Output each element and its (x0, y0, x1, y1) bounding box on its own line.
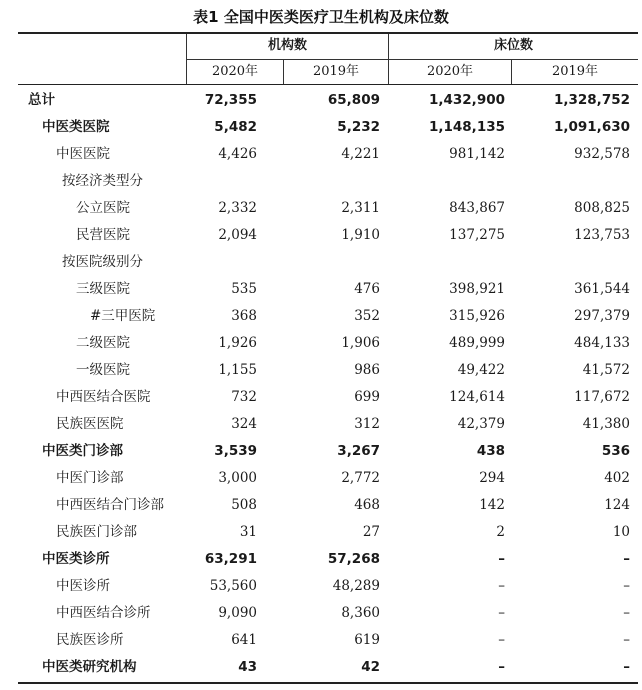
row-value: 398,921 (449, 281, 505, 297)
table-row (0, 114, 642, 141)
row-label: 按经济类型分 (62, 173, 143, 189)
table-row (0, 87, 642, 114)
table-row (0, 303, 642, 330)
row-value: 1,328,752 (553, 92, 630, 108)
row-value: – (623, 605, 630, 621)
table-row (0, 438, 642, 465)
row-value: 315,926 (449, 308, 505, 324)
table-row (0, 357, 642, 384)
row-label: 民族医诊所 (56, 632, 124, 648)
row-value: 536 (601, 443, 630, 459)
row-value: 402 (604, 470, 630, 486)
row-value: 324 (231, 416, 257, 432)
row-value: 2,772 (341, 470, 380, 486)
row-value: 2,094 (218, 227, 257, 243)
row-value: 438 (476, 443, 505, 459)
row-value: 3,000 (218, 470, 257, 486)
row-value: 41,572 (582, 362, 630, 378)
row-value: 8,360 (341, 605, 380, 621)
row-value: – (623, 659, 630, 675)
row-label: 中医类研究机构 (42, 659, 137, 675)
header-rule (18, 84, 638, 85)
row-value: 843,867 (449, 200, 505, 216)
row-value: 361,544 (574, 281, 630, 297)
row-value: 49,422 (457, 362, 505, 378)
row-value: 9,090 (218, 605, 257, 621)
row-label: 公立医院 (76, 200, 130, 216)
row-value: 4,221 (341, 146, 380, 162)
row-label: 中西医结合门诊部 (56, 497, 164, 513)
bottom-rule (18, 682, 638, 684)
row-value: – (623, 578, 630, 594)
table-row (0, 573, 642, 600)
row-label: 一级医院 (76, 362, 130, 378)
row-value: 297,379 (574, 308, 630, 324)
row-value: 808,825 (574, 200, 630, 216)
table-row (0, 195, 642, 222)
row-label: 三级医院 (76, 281, 130, 297)
row-value: 3,267 (337, 443, 380, 459)
row-label: 中医类门诊部 (42, 443, 123, 459)
row-label: 民族医门诊部 (56, 524, 137, 540)
row-value: 57,268 (327, 551, 380, 567)
row-value: 986 (354, 362, 380, 378)
row-label: 中医类医院 (42, 119, 110, 135)
table-row (0, 627, 642, 654)
row-value: 4,426 (218, 146, 257, 162)
row-value: 3,539 (214, 443, 257, 459)
row-label: 中医诊所 (56, 578, 110, 594)
row-value: 63,291 (204, 551, 257, 567)
row-value: – (623, 632, 630, 648)
row-value: 72,355 (204, 92, 257, 108)
row-value: 489,999 (449, 335, 505, 351)
row-value: 619 (354, 632, 380, 648)
row-value: – (498, 605, 505, 621)
row-value: 2,332 (218, 200, 257, 216)
row-value: 535 (231, 281, 257, 297)
row-value: 368 (231, 308, 257, 324)
row-value: 27 (362, 524, 380, 540)
row-value: – (498, 632, 505, 648)
row-value: 484,133 (574, 335, 630, 351)
row-label: 中医类诊所 (42, 551, 110, 567)
row-value: 48,289 (332, 578, 380, 594)
row-value: 352 (354, 308, 380, 324)
header-year: 2019年 (551, 64, 599, 79)
row-label: 中西医结合医院 (56, 389, 151, 405)
row-value: 932,578 (574, 146, 630, 162)
row-value: 42,379 (457, 416, 505, 432)
row-value: 41,380 (582, 416, 630, 432)
row-value: 1,910 (341, 227, 380, 243)
row-value: 1,091,630 (553, 119, 630, 135)
table-row (0, 141, 642, 168)
row-value: 732 (231, 389, 257, 405)
row-value: 2 (496, 524, 505, 540)
row-value: 5,232 (337, 119, 380, 135)
row-label: 民营医院 (76, 227, 130, 243)
row-value: 42 (361, 659, 380, 675)
row-value: 124,614 (449, 389, 505, 405)
table-row (0, 276, 642, 303)
row-label: 总计 (28, 92, 55, 108)
row-value: 981,142 (449, 146, 505, 162)
table-row (0, 492, 642, 519)
table-row (0, 411, 642, 438)
row-value: 10 (612, 524, 630, 540)
row-value: 1,926 (218, 335, 257, 351)
row-value: – (623, 551, 630, 567)
row-label: #三甲医院 (90, 308, 156, 324)
table-row (0, 384, 642, 411)
row-value: – (498, 578, 505, 594)
row-label: 二级医院 (76, 335, 130, 351)
table-row (0, 600, 642, 627)
row-value: 142 (479, 497, 505, 513)
row-value: 31 (239, 524, 257, 540)
row-value: 137,275 (449, 227, 505, 243)
row-value: 123,753 (574, 227, 630, 243)
row-value: 1,432,900 (428, 92, 505, 108)
header-year: 2019年 (312, 64, 360, 79)
header-year: 2020年 (211, 64, 259, 79)
table-row (0, 249, 642, 276)
row-value: – (498, 659, 505, 675)
row-value: 508 (231, 497, 257, 513)
row-value: 53,560 (209, 578, 257, 594)
header-group-beds: 床位数 (493, 38, 533, 53)
row-label: 中医门诊部 (56, 470, 124, 486)
table-row (0, 168, 642, 195)
table-row (0, 330, 642, 357)
row-value: 65,809 (327, 92, 380, 108)
row-value: 476 (354, 281, 380, 297)
table-row (0, 654, 642, 681)
table-row (0, 465, 642, 492)
row-value: 312 (354, 416, 380, 432)
row-value: 43 (238, 659, 257, 675)
row-value: 2,311 (341, 200, 380, 216)
row-label: 中医医院 (56, 146, 110, 162)
table-row (0, 546, 642, 573)
row-value: 294 (479, 470, 505, 486)
row-value: 641 (231, 632, 257, 648)
row-value: – (498, 551, 505, 567)
row-label: 按医院级别分 (62, 254, 143, 270)
table-title: 表1 全国中医类医疗卫生机构及床位数 (193, 8, 449, 26)
row-value: 468 (354, 497, 380, 513)
row-label: 民族医医院 (56, 416, 124, 432)
table-row (0, 519, 642, 546)
row-label: 中西医结合诊所 (56, 605, 151, 621)
row-value: 117,672 (574, 389, 630, 405)
row-value: 1,906 (341, 335, 380, 351)
row-value: 1,148,135 (428, 119, 505, 135)
header-group-institutions: 机构数 (267, 38, 307, 53)
row-value: 699 (354, 389, 380, 405)
header-year: 2020年 (426, 64, 474, 79)
row-value: 1,155 (218, 362, 257, 378)
row-value: 124 (604, 497, 630, 513)
table-row (0, 222, 642, 249)
row-value: 5,482 (214, 119, 257, 135)
